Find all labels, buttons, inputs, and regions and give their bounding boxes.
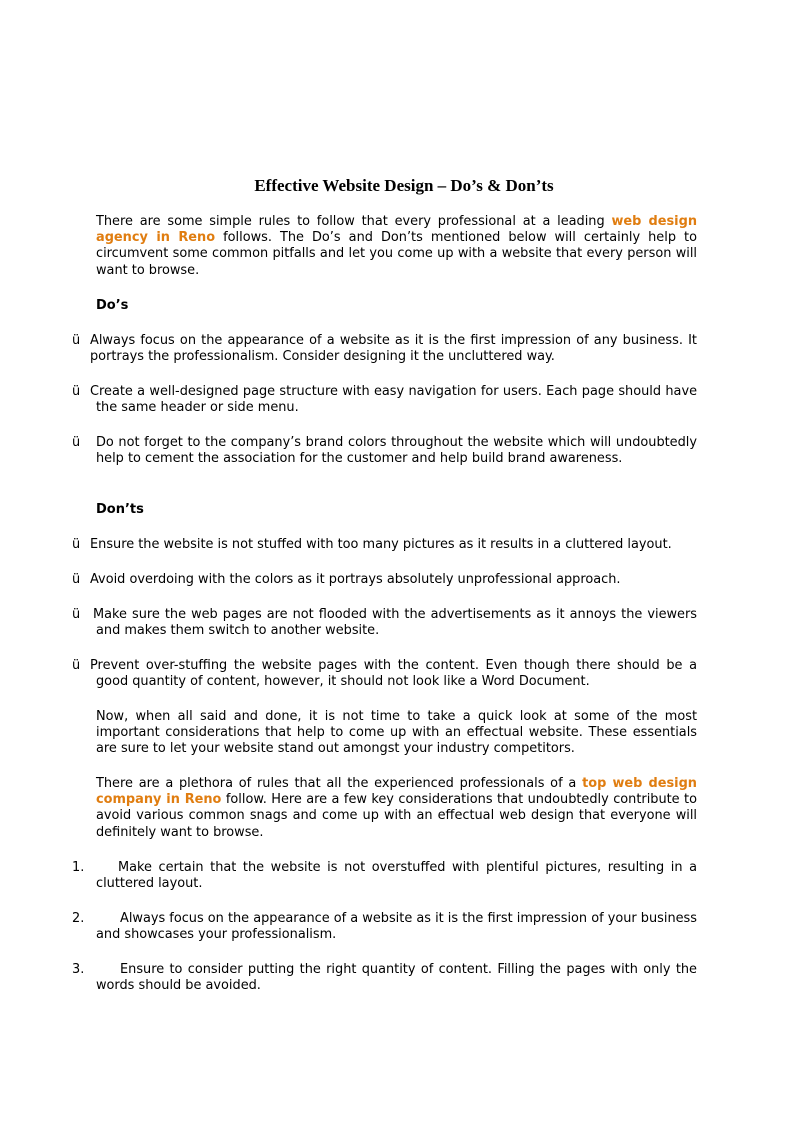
numbered-item-text: Always focus on the appearance of a website as it is the first impression of your business and showcases your professionalism. [96, 911, 697, 943]
check-bullet-icon: ü [72, 572, 81, 587]
dos-item-text: Do not forget to the company’s brand colors throughout the website which will undoubtedly help to cement the association for the customer and help build brand awareness. [96, 435, 697, 467]
dos-item [72, 435, 697, 467]
dos-item [72, 384, 697, 416]
plethora-text-before: There are a plethora of rules that all the experienced professionals of a [96, 776, 583, 791]
item-number: 3. [72, 962, 85, 977]
item-number: 2. [72, 911, 85, 926]
top-web-design-company-link[interactable]: top web design company in Reno [96, 776, 697, 808]
dos-item [72, 333, 697, 365]
donts-item [72, 607, 697, 639]
intro-paragraph [96, 214, 697, 279]
check-bullet-icon: ü [72, 607, 81, 622]
check-bullet-icon: ü [72, 435, 81, 450]
donts-item-text: Make sure the web pages are not flooded with the advertisements as it annoys the viewers and makes them switch to another website. [93, 607, 697, 639]
intro-text-before: There are some simple rules to follow that every professional at a leading [96, 214, 612, 229]
intro-text-after: follows. The Do’s and Don’ts mentioned below will certainly help to circumvent some common pitfalls and let you come up with a website that every person will want to browse. [96, 230, 697, 278]
numbered-item [72, 911, 697, 943]
plethora-paragraph [96, 776, 697, 841]
dos-item-text: Always focus on the appearance of a website as it is the first impression of any business. It portrays the professionalism. Consider designing it the uncluttered way. [90, 333, 697, 365]
donts-item-text: Avoid overdoing with the colors as it portrays absolutely unprofessional approach. [90, 572, 621, 587]
dos-heading: Do’s [96, 298, 129, 313]
item-number: 1. [72, 860, 85, 875]
check-bullet-icon: ü [72, 658, 81, 673]
dos-item-text: Create a well-designed page structure with easy navigation for users. Each page should have the same header or side menu. [90, 384, 697, 416]
numbered-item [72, 962, 697, 994]
donts-item-text: Ensure the website is not stuffed with too many pictures as it results in a cluttered layout. [90, 537, 672, 552]
check-bullet-icon: ü [72, 333, 81, 348]
numbered-item [72, 860, 697, 892]
donts-item [72, 537, 697, 553]
document-title: Effective Website Design – Do’s & Don’ts [254, 176, 554, 195]
donts-item-text: Prevent over-stuffing the website pages with the content. Even though there should be a good quantity of content, however, it should not look like a Word Document. [90, 658, 697, 690]
considerations-paragraph: Now, when all said and done, it is not time to take a quick look at some of the most important considerations that help to come up with an effectual website. These essentials are sure to let your website stand out amongst your industry competitors. [96, 709, 697, 757]
numbered-item-text: Make certain that the website is not overstuffed with plentiful pictures, resulting in a cluttered layout. [96, 860, 697, 892]
check-bullet-icon: ü [72, 537, 81, 552]
web-design-agency-link[interactable]: web design agency in Reno [96, 214, 697, 246]
donts-item [72, 572, 697, 588]
donts-heading: Don’ts [96, 502, 144, 517]
donts-item [72, 658, 697, 690]
plethora-text-after: follow. Here are a few key considerations that undoubtedly contribute to avoid various common snags and come up with an effectual web design that everyone will definitely want to browse. [96, 792, 698, 840]
numbered-item-text: Ensure to consider putting the right quantity of content. Filling the pages with only the words should be avoided. [96, 962, 697, 994]
check-bullet-icon: ü [72, 384, 81, 399]
